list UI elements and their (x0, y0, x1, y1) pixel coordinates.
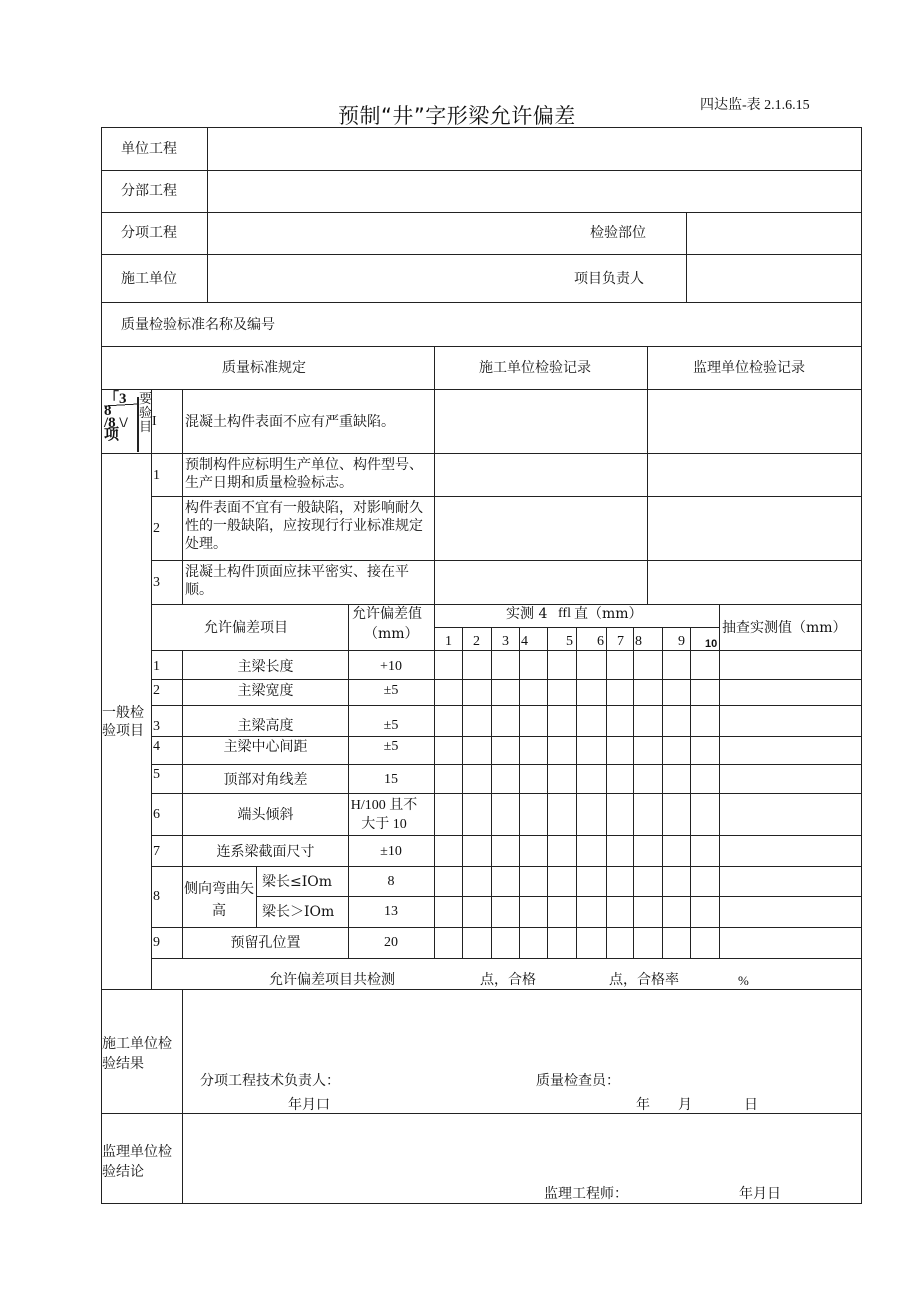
constructor-label: 施工单位 (121, 271, 177, 287)
tolerance-row-value: 8 (387, 874, 395, 889)
measure-col-num: 5 (566, 634, 573, 649)
tolerance-row-index: 8 (153, 889, 160, 904)
measure-col-num: 3 (502, 634, 509, 649)
tolerance-row-index: 5 (153, 767, 160, 782)
main-item-label: 「3 8 /8 \/ 项 (104, 391, 128, 443)
measure-col-num: 9 (678, 634, 685, 649)
measure-col-num: 2 (473, 634, 480, 649)
supervision-record-header: 监理单位检验记录 (693, 360, 805, 376)
tolerance-row-subitem: 梁长≤IOm (262, 874, 333, 890)
measure-col-num: 8 (635, 634, 642, 649)
date-day: 日 (744, 1097, 758, 1113)
measured-header: 实测 4 (506, 606, 548, 622)
summary-text: 允许偏差项目共检测 (269, 972, 395, 988)
supervision-result-label: 监理单位检验结论 (102, 1144, 172, 1180)
main-item-label-small: 要 验 目 (139, 392, 153, 435)
tolerance-row-value: ±5 (383, 739, 399, 754)
standard-label: 质量检验标准名称及编号 (121, 317, 275, 333)
supervision-date: 年月日 (739, 1186, 781, 1202)
construction-date: 年月口 (288, 1097, 330, 1113)
tolerance-row-index: 2 (153, 683, 160, 698)
general-item-text: 预制构件应标明生产单位、构件型号、生产日期和质量检验标志。 (185, 457, 423, 491)
form-code: 四达监-表 2.1.6.15 (700, 98, 810, 113)
measure-col-num: 7 (617, 634, 624, 649)
tech-lead-label: 分项工程技术负责人： (200, 1073, 340, 1089)
date-month: 月 (678, 1097, 692, 1113)
tolerance-row-value: +10 (380, 659, 402, 674)
project-lead-label: 项目负责人 (574, 271, 644, 287)
quality-std-header: 质量标准规定 (222, 360, 306, 376)
tolerance-row-value: ±10 (380, 844, 402, 859)
tolerance-row-index: 3 (153, 719, 160, 734)
inspect-part-label: 检验部位 (590, 225, 646, 241)
tolerance-row-item: 侧向弯曲矢高 (184, 881, 254, 919)
tolerance-row-item: 端头倾斜 (237, 807, 294, 823)
tolerance-row-item: 主梁长度 (237, 659, 294, 675)
sample-header: 抽查实测值（mm） (722, 620, 847, 636)
measure-col-num: 1 (445, 634, 452, 649)
measured-header-glyph: ffl (558, 606, 571, 621)
page-title: 预制“井”字形梁允许偏差 (338, 104, 576, 128)
tolerance-row-item: 预留孔位置 (230, 935, 301, 951)
tolerance-row-value: 15 (384, 772, 398, 787)
tolerance-value-header: 允许偏差值 (352, 606, 422, 622)
summary-percent: % (738, 973, 749, 988)
date-year: 年 (636, 1097, 650, 1113)
main-item-text: 混凝土构件表面不应有严重缺陷。 (185, 414, 395, 430)
general-item-text: 构件表面不宜有一般缺陷，对影响耐久性的一般缺陷，应按现行行业标准规定处理。 (185, 500, 423, 552)
general-item-text: 混凝土构件顶面应抹平密实、接在平顺。 (185, 564, 409, 598)
tolerance-row-item: 主梁高度 (237, 718, 294, 734)
tolerance-row-value: ±5 (383, 718, 399, 733)
general-item-index: 3 (153, 575, 160, 590)
general-items-label: 一般检验项目 (102, 705, 144, 739)
general-item-index: 2 (153, 521, 160, 536)
main-item-index: I (152, 414, 157, 429)
tolerance-row-index: 6 (153, 807, 160, 822)
tolerance-row-item: 主梁中心间距 (223, 739, 308, 755)
measured-header-unit: 直（mm） (574, 606, 643, 622)
tolerance-row-item: 主梁宽度 (237, 683, 294, 699)
summary-pass: 点，合格 (480, 972, 536, 988)
subitem-label: 分项工程 (121, 225, 177, 241)
measure-col-num: 6 (597, 634, 604, 649)
division-label: 分部工程 (121, 183, 177, 199)
tolerance-row-index: 1 (153, 659, 160, 674)
tolerance-unit-header: （mm） (364, 626, 419, 642)
construction-result-label: 施工单位检验结果 (102, 1036, 172, 1072)
tolerance-item-header: 允许偏差项目 (204, 620, 288, 636)
construction-record-header: 施工单位检验记录 (479, 360, 591, 376)
general-item-index: 1 (153, 468, 160, 483)
tolerance-row-value: ±5 (383, 683, 399, 698)
tolerance-row-index: 7 (153, 844, 160, 859)
tolerance-row-value: 13 (384, 904, 398, 919)
tolerance-row-subitem: 梁长＞IOm (262, 904, 335, 920)
unit-project-label: 单位工程 (121, 141, 177, 157)
tolerance-row-index: 9 (153, 935, 160, 950)
supervision-engineer-label: 监理工程师： (544, 1186, 628, 1202)
tolerance-row-index: 4 (153, 739, 160, 754)
tolerance-row-item: 连系梁截面尺寸 (216, 844, 315, 860)
quality-inspector-label: 质量检查员： (536, 1073, 620, 1089)
measure-col-num: 10 (705, 638, 718, 650)
measure-col-num: 4 (521, 634, 528, 649)
tolerance-row-value: H/100 且不大于 10 (350, 798, 418, 832)
tolerance-row-value: 20 (384, 935, 398, 950)
tolerance-row-item: 顶部对角线差 (223, 772, 308, 788)
summary-rate: 点，合格率 (609, 972, 679, 988)
